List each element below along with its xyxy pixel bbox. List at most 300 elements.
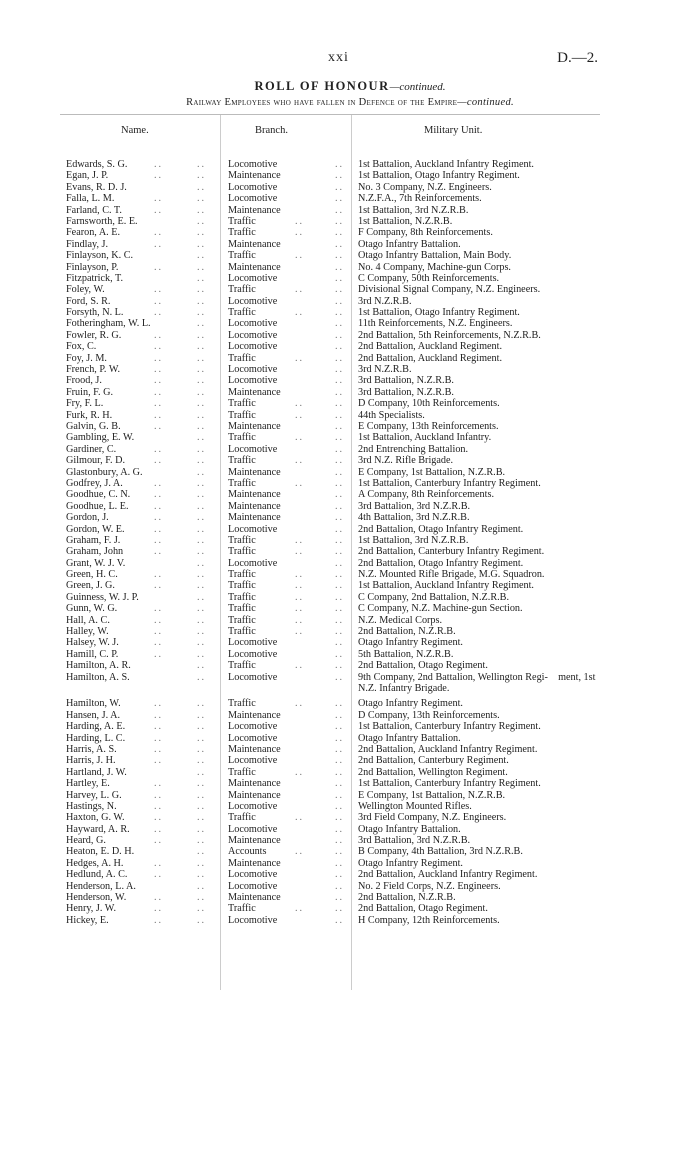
branch-cell: Locomotive bbox=[228, 159, 278, 170]
unit-cell: E Company, 13th Reinforcements. bbox=[358, 420, 499, 432]
leader-dots: .. bbox=[295, 432, 305, 444]
leader-dots: .. bbox=[197, 755, 207, 767]
name-cell: Gardiner, C. bbox=[66, 443, 117, 455]
leader-dots: .. bbox=[335, 569, 345, 581]
name-cell: Hamilton, W. bbox=[66, 698, 121, 710]
leader-dots: .. bbox=[154, 307, 164, 319]
name-cell: Heaton, E. D. H. bbox=[66, 846, 135, 858]
leader-dots: .. bbox=[154, 698, 164, 710]
leader-dots: .. bbox=[335, 835, 345, 847]
leader-dots: .. bbox=[335, 261, 345, 273]
leader-dots: .. bbox=[154, 546, 164, 558]
leader-dots: .. bbox=[335, 732, 345, 744]
leader-dots: .. bbox=[295, 698, 305, 710]
document-reference: D.—2. bbox=[557, 50, 598, 66]
leader-dots: .. bbox=[335, 500, 345, 512]
branch-cell: Locomotive bbox=[228, 341, 278, 353]
leader-dots: .. bbox=[295, 812, 305, 824]
unit-cell: B Company, 4th Battalion, 3rd N.Z.R.B. bbox=[358, 846, 523, 858]
unit-cell: 1st Battalion, N.Z.R.B. bbox=[358, 215, 453, 227]
unit-cell: N.Z. Medical Corps. bbox=[358, 614, 443, 626]
unit-cell: 1st Battalion, Auckland Infantry Regiment. bbox=[358, 580, 534, 592]
leader-dots: .. bbox=[295, 846, 305, 858]
leader-dots: .. bbox=[154, 227, 164, 239]
table-row bbox=[0, 801, 700, 812]
table-row bbox=[0, 512, 700, 523]
leader-dots: .. bbox=[335, 880, 345, 892]
name-cell: Farland, C. T. bbox=[66, 204, 122, 216]
unit-cell: 3rd N.Z.R.B. bbox=[358, 364, 412, 376]
leader-dots: .. bbox=[295, 250, 305, 262]
name-cell: Fotheringham, W. L. bbox=[66, 318, 151, 330]
leader-dots: .. bbox=[335, 250, 345, 262]
leader-dots: .. bbox=[295, 284, 305, 296]
branch-cell: Maintenance bbox=[228, 857, 281, 869]
table-row bbox=[0, 778, 700, 789]
leader-dots: .. bbox=[335, 159, 345, 170]
name-cell: Gordon, J. bbox=[66, 512, 109, 524]
branch-cell: Locomotive bbox=[228, 295, 278, 307]
leader-dots: .. bbox=[154, 626, 164, 638]
leader-dots: .. bbox=[335, 318, 345, 330]
branch-cell: Locomotive bbox=[228, 272, 278, 284]
branch-cell: Maintenance bbox=[228, 420, 281, 432]
branch-cell: Traffic bbox=[228, 591, 256, 603]
leader-dots: .. bbox=[335, 284, 345, 296]
table-row bbox=[0, 721, 700, 732]
leader-dots: .. bbox=[295, 903, 305, 915]
leader-dots: .. bbox=[197, 546, 207, 558]
leader-dots: .. bbox=[154, 823, 164, 835]
name-cell: Grant, W. J. V. bbox=[66, 557, 126, 569]
leader-dots: .. bbox=[197, 352, 207, 364]
table-row bbox=[0, 698, 700, 709]
table-row bbox=[0, 501, 700, 512]
leader-dots: .. bbox=[335, 170, 345, 182]
branch-cell: Maintenance bbox=[228, 789, 281, 801]
leader-dots: .. bbox=[154, 835, 164, 847]
leader-dots: .. bbox=[335, 903, 345, 915]
branch-cell: Maintenance bbox=[228, 892, 281, 904]
unit-cell: 2nd Battalion, Auckland Infantry Regiment. bbox=[358, 869, 538, 881]
branch-cell: Locomotive bbox=[228, 671, 278, 683]
name-cell: Hedlund, A. C. bbox=[66, 869, 128, 881]
branch-cell: Traffic bbox=[228, 227, 256, 239]
unit-cell: Divisional Signal Company, N.Z. Engineers. bbox=[358, 284, 541, 296]
branch-cell: Traffic bbox=[228, 569, 256, 581]
name-cell: Green, H. C. bbox=[66, 569, 118, 581]
name-cell: Hedges, A. H. bbox=[66, 857, 124, 869]
name-cell: Ford, S. R. bbox=[66, 295, 111, 307]
unit-cell: 5th Battalion, N.Z.R.B. bbox=[358, 648, 454, 660]
unit-cell: 4th Battalion, 3rd N.Z.R.B. bbox=[358, 512, 470, 524]
branch-cell: Locomotive bbox=[228, 648, 278, 660]
table-row bbox=[0, 330, 700, 341]
leader-dots: .. bbox=[197, 637, 207, 649]
unit-cell: 2nd Battalion, N.Z.R.B. bbox=[358, 626, 456, 638]
leader-dots: .. bbox=[335, 455, 345, 467]
leader-dots: .. bbox=[197, 443, 207, 455]
leader-dots: .. bbox=[335, 648, 345, 660]
leader-dots: .. bbox=[197, 892, 207, 904]
leader-dots: .. bbox=[335, 892, 345, 904]
leader-dots: .. bbox=[197, 523, 207, 535]
name-cell: Henry, J. W. bbox=[66, 903, 116, 915]
leader-dots: .. bbox=[335, 869, 345, 881]
leader-dots: .. bbox=[197, 812, 207, 824]
branch-cell: Maintenance bbox=[228, 261, 281, 273]
name-cell: Egan, J. P. bbox=[66, 170, 109, 182]
name-cell: Guinness, W. J. P. bbox=[66, 591, 139, 603]
branch-cell: Maintenance bbox=[228, 835, 281, 847]
branch-cell: Locomotive bbox=[228, 880, 278, 892]
table-row bbox=[0, 341, 700, 352]
name-cell: Fitzpatrick, T. bbox=[66, 272, 124, 284]
unit-cell: Otago Infantry Battalion. bbox=[358, 238, 461, 250]
unit-cell: 2nd Battalion, Otago Regiment. bbox=[358, 903, 488, 915]
table-row bbox=[0, 170, 700, 181]
name-cell: Forsyth, N. L. bbox=[66, 307, 124, 319]
table-row bbox=[0, 903, 700, 914]
leader-dots: .. bbox=[335, 375, 345, 387]
table-row bbox=[0, 227, 700, 238]
leader-dots: .. bbox=[197, 295, 207, 307]
unit-cell: H Company, 12th Reinforcements. bbox=[358, 914, 500, 926]
branch-cell: Traffic bbox=[228, 398, 256, 410]
leader-dots: .. bbox=[154, 789, 164, 801]
leader-dots: .. bbox=[335, 626, 345, 638]
leader-dots: .. bbox=[197, 880, 207, 892]
leader-dots: .. bbox=[197, 698, 207, 710]
branch-cell: Locomotive bbox=[228, 318, 278, 330]
leader-dots: .. bbox=[197, 721, 207, 733]
leader-dots: .. bbox=[197, 215, 207, 227]
leader-dots: .. bbox=[197, 375, 207, 387]
unit-cell: 2nd Battalion, 5th Reinforcements, N.Z.R.B. bbox=[358, 329, 541, 341]
leader-dots: .. bbox=[335, 812, 345, 824]
branch-cell: Maintenance bbox=[228, 512, 281, 524]
leader-dots: .. bbox=[154, 778, 164, 790]
leader-dots: .. bbox=[295, 580, 305, 592]
subtitle-text: Railway Employees who have fallen in Defence of the Empire bbox=[186, 97, 458, 108]
page-subtitle bbox=[0, 97, 700, 108]
leader-dots: .. bbox=[154, 755, 164, 767]
branch-cell: Locomotive bbox=[228, 557, 278, 569]
name-cell: Falla, L. M. bbox=[66, 193, 115, 205]
unit-cell: Otago Infantry Regiment. bbox=[358, 857, 463, 869]
branch-cell: Locomotive bbox=[228, 523, 278, 535]
leader-dots: .. bbox=[197, 307, 207, 319]
leader-dots: .. bbox=[197, 557, 207, 569]
leader-dots: .. bbox=[295, 591, 305, 603]
leader-dots: .. bbox=[154, 261, 164, 273]
branch-cell: Traffic bbox=[228, 698, 256, 710]
page-header bbox=[0, 50, 700, 70]
table-row bbox=[0, 478, 700, 489]
branch-cell: Traffic bbox=[228, 534, 256, 546]
table-row bbox=[0, 489, 700, 500]
leader-dots: .. bbox=[154, 398, 164, 410]
unit-cell: No. 2 Field Corps, N.Z. Engineers. bbox=[358, 880, 501, 892]
unit-cell: 3rd Battalion, N.Z.R.B. bbox=[358, 375, 454, 387]
name-cell: Hartley, E. bbox=[66, 778, 110, 790]
table-row bbox=[0, 284, 700, 295]
unit-cell: No. 4 Company, Machine-gun Corps. bbox=[358, 261, 511, 273]
table-row bbox=[0, 812, 700, 823]
leader-dots: .. bbox=[197, 869, 207, 881]
leader-dots: .. bbox=[295, 660, 305, 672]
name-cell: Galvin, G. B. bbox=[66, 420, 121, 432]
name-cell: Hickey, E. bbox=[66, 914, 109, 926]
leader-dots: .. bbox=[335, 846, 345, 858]
leader-dots: .. bbox=[154, 800, 164, 812]
branch-cell: Traffic bbox=[228, 603, 256, 615]
table-row bbox=[0, 755, 700, 766]
leader-dots: .. bbox=[154, 648, 164, 660]
leader-dots: .. bbox=[154, 580, 164, 592]
unit-cell: 3rd Field Company, N.Z. Engineers. bbox=[358, 812, 507, 824]
leader-dots: .. bbox=[197, 580, 207, 592]
table-row bbox=[0, 767, 700, 778]
name-cell: Evans, R. D. J. bbox=[66, 181, 127, 193]
name-cell: Hamilton, A. R. bbox=[66, 660, 131, 672]
unit-cell: 1st Battalion, Auckland Infantry Regiment. bbox=[358, 159, 534, 170]
leader-dots: .. bbox=[197, 193, 207, 205]
leader-dots: .. bbox=[335, 181, 345, 193]
table-row bbox=[0, 733, 700, 744]
leader-dots: .. bbox=[154, 170, 164, 182]
leader-dots: .. bbox=[197, 823, 207, 835]
leader-dots: .. bbox=[197, 420, 207, 432]
unit-cell: 1st Battalion, Canterbury Infantry Regiment. bbox=[358, 721, 541, 733]
leader-dots: .. bbox=[154, 420, 164, 432]
table-row bbox=[0, 615, 700, 626]
branch-cell: Locomotive bbox=[228, 823, 278, 835]
branch-cell: Locomotive bbox=[228, 800, 278, 812]
table-row bbox=[0, 273, 700, 284]
leader-dots: .. bbox=[197, 284, 207, 296]
leader-dots: .. bbox=[154, 743, 164, 755]
unit-cell: 3rd Battalion, N.Z.R.B. bbox=[358, 386, 454, 398]
leader-dots: .. bbox=[335, 857, 345, 869]
leader-dots: .. bbox=[335, 420, 345, 432]
leader-dots: .. bbox=[197, 534, 207, 546]
unit-cell: 1st Battalion, Canterbury Infantry Regiment. bbox=[358, 778, 541, 790]
leader-dots: .. bbox=[197, 159, 207, 170]
leader-dots: .. bbox=[197, 466, 207, 478]
name-cell: Goodhue, L. E. bbox=[66, 500, 129, 512]
leader-dots: .. bbox=[335, 193, 345, 205]
table-row bbox=[0, 846, 700, 857]
leader-dots: .. bbox=[335, 614, 345, 626]
leader-dots: .. bbox=[197, 660, 207, 672]
leader-dots: .. bbox=[197, 614, 207, 626]
name-cell: Henderson, W. bbox=[66, 892, 127, 904]
unit-cell: 2nd Battalion, Otago Infantry Regiment. bbox=[358, 523, 524, 535]
unit-cell: 2nd Battalion, Auckland Regiment. bbox=[358, 341, 503, 353]
table-row bbox=[0, 710, 700, 721]
name-cell: Harris, J. H. bbox=[66, 755, 116, 767]
table-row bbox=[0, 182, 700, 193]
table-row bbox=[0, 672, 700, 695]
leader-dots: .. bbox=[154, 603, 164, 615]
branch-cell: Traffic bbox=[228, 614, 256, 626]
leader-dots: .. bbox=[154, 489, 164, 501]
branch-cell: Accounts bbox=[228, 846, 267, 858]
leader-dots: .. bbox=[197, 409, 207, 421]
leader-dots: .. bbox=[197, 903, 207, 915]
leader-dots: .. bbox=[335, 546, 345, 558]
leader-dots: .. bbox=[335, 409, 345, 421]
unit-cell: 3rd N.Z.R.B. bbox=[358, 295, 412, 307]
branch-cell: Locomotive bbox=[228, 443, 278, 455]
leader-dots: .. bbox=[335, 557, 345, 569]
leader-dots: .. bbox=[197, 512, 207, 524]
branch-cell: Traffic bbox=[228, 284, 256, 296]
table-row bbox=[0, 524, 700, 535]
leader-dots: .. bbox=[335, 329, 345, 341]
leader-dots: .. bbox=[197, 238, 207, 250]
table-row bbox=[0, 569, 700, 580]
unit-cell: D Company, 10th Reinforcements. bbox=[358, 398, 500, 410]
name-cell: Goodhue, C. N. bbox=[66, 489, 131, 501]
name-cell: Halley, W. bbox=[66, 626, 109, 638]
leader-dots: .. bbox=[197, 170, 207, 182]
table-row bbox=[0, 580, 700, 591]
leader-dots: .. bbox=[154, 857, 164, 869]
leader-dots: .. bbox=[197, 227, 207, 239]
leader-dots: .. bbox=[335, 914, 345, 926]
table-row bbox=[0, 353, 700, 364]
unit-cell: C Company, 50th Reinforcements. bbox=[358, 272, 500, 284]
leader-dots: .. bbox=[197, 250, 207, 262]
unit-cell: 1st Battalion, Otago Infantry Regiment. bbox=[358, 170, 520, 182]
table-row bbox=[0, 205, 700, 216]
name-cell: Farnsworth, E. E. bbox=[66, 215, 138, 227]
unit-cell: Otago Infantry Battalion. bbox=[358, 823, 461, 835]
name-cell: Hamill, C. P. bbox=[66, 648, 119, 660]
branch-cell: Maintenance bbox=[228, 500, 281, 512]
leader-dots: .. bbox=[197, 591, 207, 603]
leader-dots: .. bbox=[295, 227, 305, 239]
leader-dots: .. bbox=[154, 204, 164, 216]
unit-cell: Wellington Mounted Rifles. bbox=[358, 800, 472, 812]
branch-cell: Locomotive bbox=[228, 181, 278, 193]
branch-cell: Traffic bbox=[228, 580, 256, 592]
name-cell: Glastonbury, A. G. bbox=[66, 466, 143, 478]
leader-dots: .. bbox=[335, 295, 345, 307]
leader-dots: .. bbox=[335, 660, 345, 672]
leader-dots: .. bbox=[154, 721, 164, 733]
branch-cell: Traffic bbox=[228, 215, 256, 227]
table-row bbox=[0, 915, 700, 926]
table-row bbox=[0, 216, 700, 227]
branch-cell: Locomotive bbox=[228, 914, 278, 926]
table-row bbox=[0, 455, 700, 466]
leader-dots: .. bbox=[154, 637, 164, 649]
leader-dots: .. bbox=[335, 637, 345, 649]
leader-dots: .. bbox=[335, 215, 345, 227]
table-row bbox=[0, 744, 700, 755]
name-cell: Harvey, L. G. bbox=[66, 789, 122, 801]
leader-dots: .. bbox=[335, 272, 345, 284]
unit-cell: 2nd Battalion, Canterbury Regiment. bbox=[358, 755, 509, 767]
name-cell: Hastings, N. bbox=[66, 800, 117, 812]
leader-dots: .. bbox=[154, 903, 164, 915]
name-cell: Harding, L. C. bbox=[66, 732, 126, 744]
branch-cell: Locomotive bbox=[228, 329, 278, 341]
branch-cell: Traffic bbox=[228, 432, 256, 444]
branch-cell: Maintenance bbox=[228, 466, 281, 478]
leader-dots: .. bbox=[154, 500, 164, 512]
name-cell: Hansen, J. A. bbox=[66, 709, 121, 721]
leader-dots: .. bbox=[197, 732, 207, 744]
unit-cell: C Company, 2nd Battalion, N.Z.R.B. bbox=[358, 591, 510, 603]
table-row bbox=[0, 558, 700, 569]
leader-dots: .. bbox=[154, 709, 164, 721]
title-suffix: —continued. bbox=[389, 81, 446, 93]
leader-dots: .. bbox=[197, 272, 207, 284]
leader-dots: .. bbox=[154, 193, 164, 205]
leader-dots: .. bbox=[335, 352, 345, 364]
name-cell: Hamilton, A. S. bbox=[66, 671, 130, 683]
leader-dots: .. bbox=[197, 500, 207, 512]
leader-dots: .. bbox=[197, 318, 207, 330]
leader-dots: .. bbox=[295, 614, 305, 626]
branch-cell: Traffic bbox=[228, 812, 256, 824]
leader-dots: .. bbox=[154, 409, 164, 421]
table-row bbox=[0, 193, 700, 204]
leader-dots: .. bbox=[295, 409, 305, 421]
name-cell: Edwards, S. G. bbox=[66, 159, 128, 170]
branch-cell: Traffic bbox=[228, 626, 256, 638]
header-rule bbox=[60, 114, 600, 115]
leader-dots: .. bbox=[197, 648, 207, 660]
name-cell: Haxton, G. W. bbox=[66, 812, 125, 824]
leader-dots: .. bbox=[335, 755, 345, 767]
branch-cell: Maintenance bbox=[228, 709, 281, 721]
title-text: ROLL OF HONOUR bbox=[254, 79, 390, 93]
leader-dots: .. bbox=[197, 398, 207, 410]
leader-dots: .. bbox=[197, 204, 207, 216]
page-number: xxi bbox=[328, 50, 349, 65]
leader-dots: .. bbox=[154, 375, 164, 387]
table-row bbox=[0, 881, 700, 892]
unit-cell: 1st Battalion, Canterbury Infantry Regiment. bbox=[358, 477, 541, 489]
unit-cell: N.Z.F.A., 7th Reinforcements. bbox=[358, 193, 482, 205]
name-cell: Findlay, J. bbox=[66, 238, 109, 250]
unit-cell: 1st Battalion, Otago Infantry Regiment. bbox=[358, 307, 520, 319]
branch-cell: Traffic bbox=[228, 250, 256, 262]
leader-dots: .. bbox=[295, 307, 305, 319]
name-cell: Foy, J. M. bbox=[66, 352, 107, 364]
branch-cell: Maintenance bbox=[228, 778, 281, 790]
branch-cell: Locomotive bbox=[228, 364, 278, 376]
leader-dots: .. bbox=[197, 432, 207, 444]
table-row bbox=[0, 626, 700, 637]
name-cell: Gordon, W. E. bbox=[66, 523, 125, 535]
name-cell: Green, J. G. bbox=[66, 580, 115, 592]
table-row bbox=[0, 364, 700, 375]
unit-cell: 1st Battalion, Auckland Infantry. bbox=[358, 432, 492, 444]
leader-dots: .. bbox=[335, 721, 345, 733]
branch-cell: Traffic bbox=[228, 546, 256, 558]
leader-dots: .. bbox=[154, 569, 164, 581]
branch-cell: Traffic bbox=[228, 409, 256, 421]
branch-cell: Traffic bbox=[228, 903, 256, 915]
leader-dots: .. bbox=[335, 386, 345, 398]
unit-cell: 1st Battalion, 3rd N.Z.R.B. bbox=[358, 534, 469, 546]
